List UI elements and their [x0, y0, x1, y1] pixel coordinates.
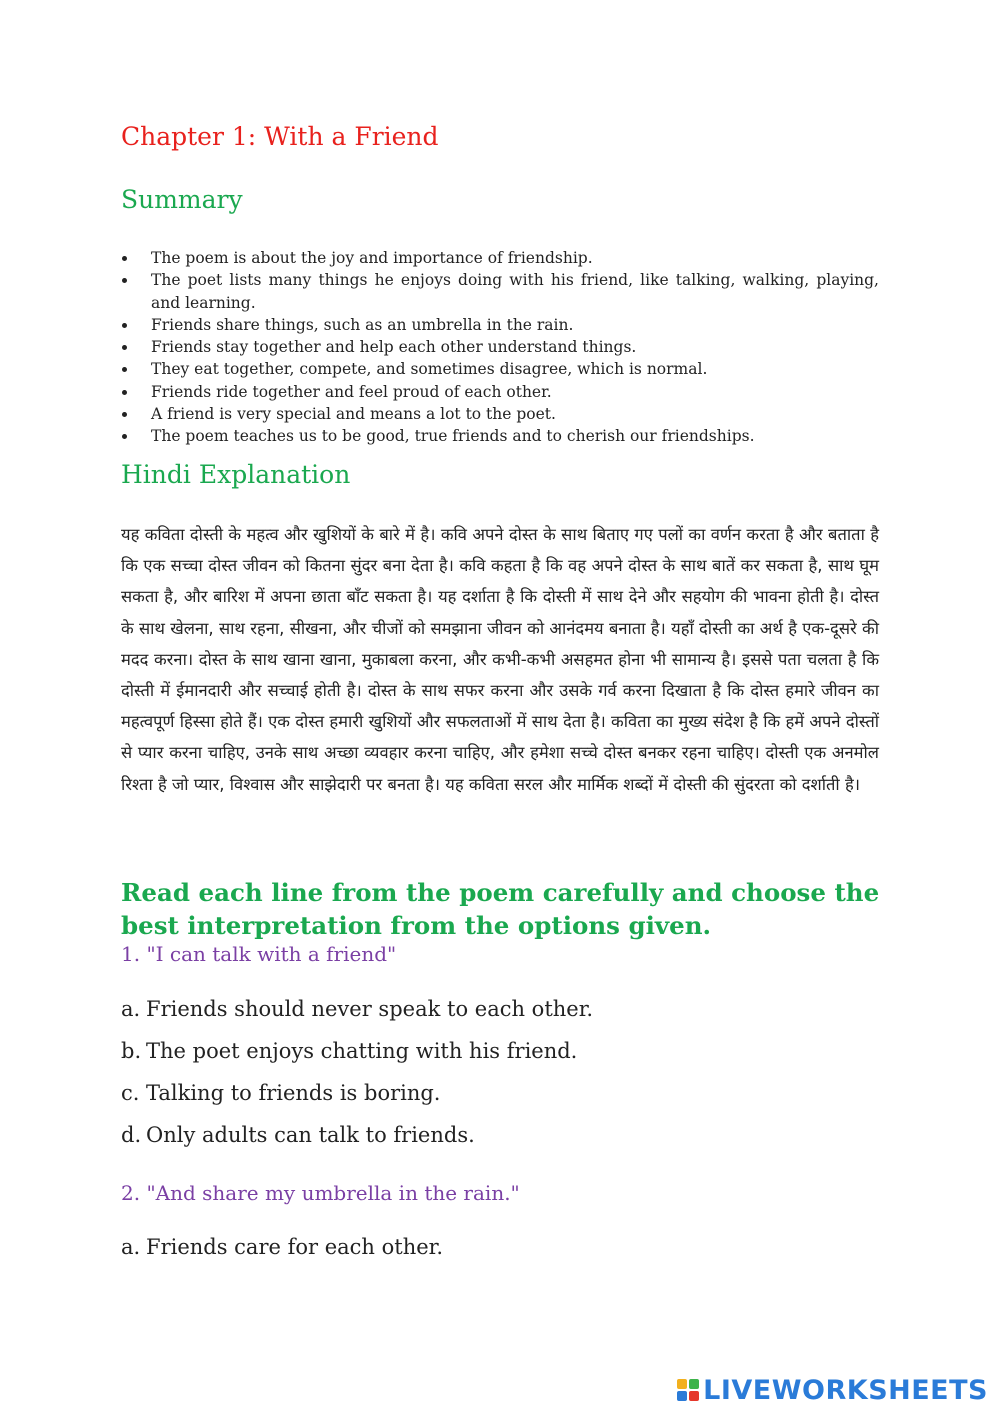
liveworksheets-brand[interactable] [677, 1374, 988, 1406]
instruction-text: Read each line from the poem carefully and choose the best interpretation from the options given. [121, 878, 880, 940]
hindi-explanation-text: यह कविता दोस्ती के महत्व और खुशियों के बारे में है। कवि अपने दोस्त के साथ बिताए गए पलों का वर्णन करता है और बताता है कि एक सच्चा दोस्त जीवन को कितना सुंदर बना देता है। कवि कहता है कि वह अपने दोस्त के साथ बातें कर सकता है, साथ घूम सकता है, और बारिश में अपना छाता बाँट सकता है। यह दर्शाता है कि दोस्ती में साथ देने और सहयोग की भावना होती है। दोस्त के साथ खेलना, साथ रहना, सीखना, और चीजों को समझाना जीवन को आनंदमय बनाता है। यहाँ दोस्ती का अर्थ है एक-दूसरे की मदद करना। दोस्त के साथ खाना खाना, मुकाबला करना, और कभी-कभी असहमत होना भी सामान्य है। इससे पता चलता है कि दोस्ती में ईमानदारी और सच्चाई होती है। दोस्त के साथ सफर करना और उसके गर्व करना दिखाता है कि दोस्त हमारे जीवन का महत्वपूर्ण हिस्सा होते हैं। एक दोस्त हमारी खुशियों और सफलताओं में साथ देता है। कविता का मुख्य संदेश है कि हमें अपने दोस्तों से प्यार करना चाहिए, उनके साथ अच्छा व्यवहार करना चाहिए, और हमेशा सच्चे दोस्त बनकर रहना चाहिए। दोस्ती एक अनमोल रिश्ता है जो प्यार, विश्वास और साझेदारी पर बनता है। यह कविता सरल और मार्मिक शब्दों में दोस्ती की सुंदरता को दर्शाती है। [121, 525, 879, 794]
summary-item: The poem is about the joy and importance of friendship. [121, 247, 879, 269]
summary-item: Friends share things, such as an umbrella in the rain. [121, 314, 879, 336]
logo-tile-icon [677, 1379, 687, 1389]
chapter-title: Chapter 1: With a Friend [121, 122, 439, 151]
option-text: Only adults can talk to friends. [146, 1123, 475, 1147]
question-1-prompt: 1. "I can talk with a friend" [121, 942, 397, 966]
option-text: Friends care for each other. [146, 1235, 444, 1259]
option-letter: a. [121, 997, 141, 1021]
summary-item: A friend is very special and means a lot to the poet. [121, 403, 879, 425]
logo-tile-icon [689, 1391, 699, 1401]
question-1-option-a[interactable] [121, 997, 593, 1021]
liveworksheets-logo-icon [677, 1379, 699, 1401]
option-letter: d. [121, 1123, 142, 1147]
option-letter: c. [121, 1081, 140, 1105]
question-1-option-c[interactable] [121, 1081, 440, 1105]
option-letter: a. [121, 1235, 141, 1259]
question-1-option-b[interactable] [121, 1039, 577, 1063]
summary-item: Friends ride together and feel proud of each other. [121, 381, 879, 403]
question-1-option-d[interactable] [121, 1123, 475, 1147]
summary-heading: Summary [121, 185, 243, 214]
hindi-explanation-heading: Hindi Explanation [121, 460, 351, 489]
question-2-option-a[interactable] [121, 1235, 443, 1259]
summary-item: The poem teaches us to be good, true friends and to cherish our friendships. [121, 425, 879, 447]
question-2-prompt: 2. "And share my umbrella in the rain." [121, 1181, 520, 1205]
logo-tile-icon [689, 1379, 699, 1389]
liveworksheets-wordmark: LIVEWORKSHEETS [703, 1374, 988, 1406]
option-letter: b. [121, 1039, 142, 1063]
option-text: Friends should never speak to each other. [146, 997, 594, 1021]
logo-tile-icon [677, 1391, 687, 1401]
summary-item: The poet lists many things he enjoys doing with his friend, like talking, walking, playing, and learning. [121, 269, 879, 314]
option-text: The poet enjoys chatting with his friend. [146, 1039, 578, 1063]
summary-item: They eat together, compete, and sometimes disagree, which is normal. [121, 358, 879, 380]
summary-list [121, 247, 879, 448]
option-text: Talking to friends is boring. [146, 1081, 441, 1105]
summary-item: Friends stay together and help each other understand things. [121, 336, 879, 358]
